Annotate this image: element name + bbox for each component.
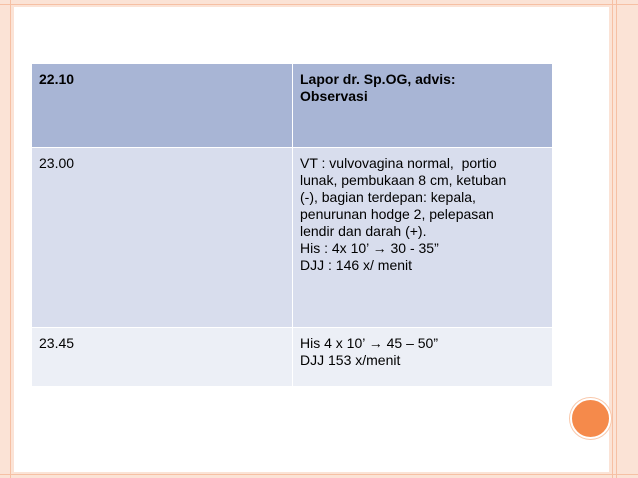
note-line: His : 4x 10’ → 30 - 35”	[300, 240, 439, 256]
note-line: Lapor dr. Sp.OG, advis:	[300, 71, 456, 87]
note-line: DJJ : 146 x/ menit	[300, 257, 413, 273]
note-line: lendir dan darah (+).	[300, 223, 427, 239]
note-line: (-), bagian terdepan: kepala,	[300, 189, 476, 205]
time-cell	[32, 64, 293, 148]
observation-table	[31, 63, 553, 387]
frame-rule	[612, 0, 613, 478]
time-cell	[32, 328, 293, 387]
orange-circle-decoration	[570, 398, 611, 439]
note-line: DJJ 153 x/menit	[300, 352, 401, 368]
table-row	[32, 148, 553, 328]
note-line: lunak, pembukaan 8 cm, ketuban	[300, 172, 507, 188]
time-cell	[32, 148, 293, 328]
slide-frame-right	[609, 0, 638, 478]
note-line: His 4 x 10’ → 45 – 50”	[300, 335, 438, 351]
note-line: VT : vulvovagina normal, portio	[300, 155, 497, 171]
note-line: penurunan hodge 2, pelepasan	[300, 206, 494, 222]
frame-rule	[0, 4, 638, 5]
time-text: 23.00	[39, 155, 75, 171]
slide-frame-bottom	[0, 472, 638, 478]
notes-cell	[293, 148, 553, 328]
notes-cell	[293, 64, 553, 148]
table-row	[32, 64, 553, 148]
table-row	[32, 328, 553, 387]
slide-frame-left	[0, 0, 14, 478]
frame-rule	[10, 0, 11, 478]
time-text: 22.10	[39, 71, 75, 87]
time-text: 23.45	[39, 335, 75, 351]
frame-rule	[616, 0, 617, 478]
frame-rule	[0, 474, 638, 475]
note-line: Observasi	[300, 88, 368, 104]
notes-cell	[293, 328, 553, 387]
